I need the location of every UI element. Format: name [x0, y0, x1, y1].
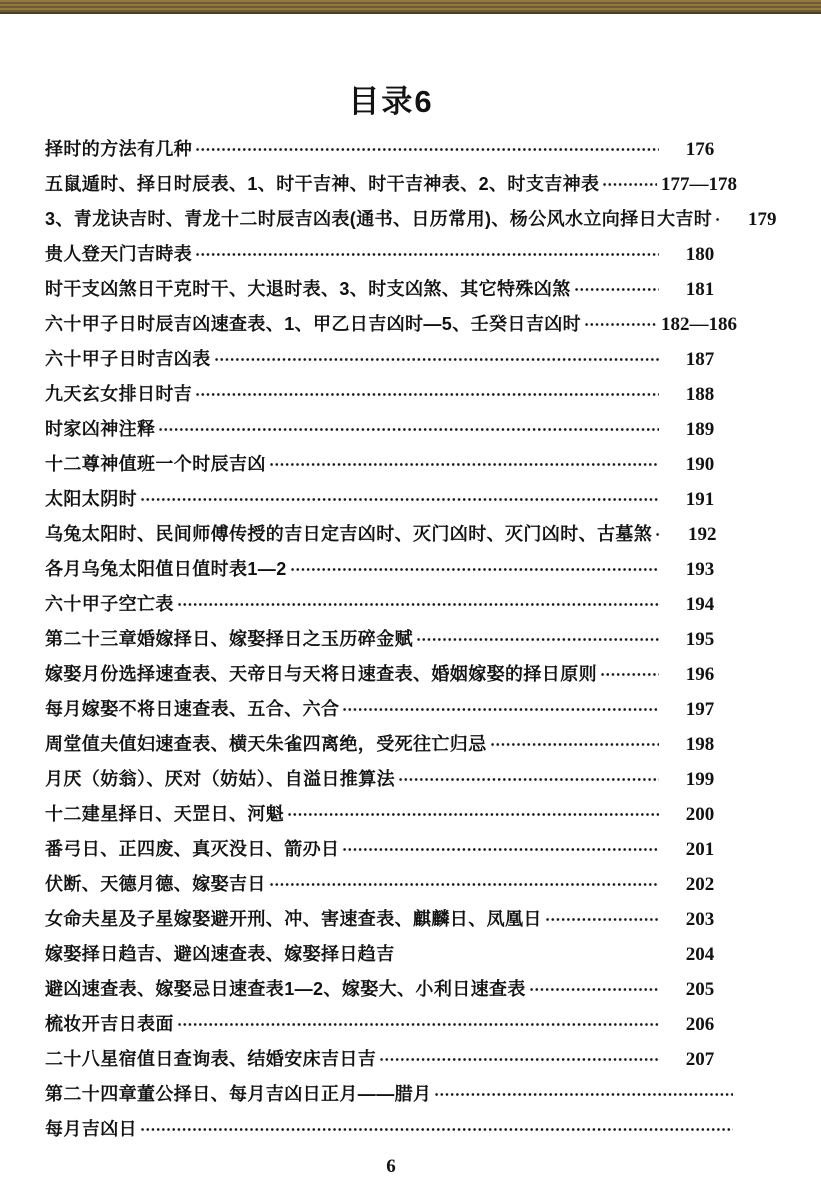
dot-leader	[434, 1082, 733, 1107]
toc-entry-row	[45, 1117, 737, 1142]
toc-entry-row	[45, 347, 737, 372]
page-content	[0, 14, 821, 1178]
dot-leader	[140, 487, 659, 512]
dot-leader	[398, 942, 659, 967]
toc-entry-row	[45, 732, 737, 757]
toc-entry-page-number: 196	[685, 664, 715, 685]
toc-entry-page-number: 177—178	[661, 174, 737, 195]
toc-entry-row	[45, 137, 737, 162]
dot-leader	[584, 312, 657, 337]
dot-leader	[574, 277, 659, 302]
dot-leader	[269, 872, 659, 897]
dot-leader	[177, 592, 659, 617]
toc-entry-page-number: 197	[685, 699, 715, 720]
toc-entry-title: 十二建星择日、天罡日、河魁	[45, 804, 285, 824]
toc-entry-page-number: 200	[685, 804, 715, 825]
toc-entry-page-number: 187	[685, 349, 715, 370]
toc-entry-page-number: 180	[685, 244, 715, 265]
toc-entry-title: 月厌（妨翁）、厌对（妨姑）、自溢日推算法	[45, 769, 395, 789]
dot-leader	[602, 172, 657, 197]
toc-entry-page-number: 189	[685, 419, 715, 440]
dot-leader	[195, 382, 659, 407]
dot-leader	[287, 802, 659, 827]
toc-entry-row	[45, 837, 737, 862]
dot-leader	[158, 417, 659, 442]
toc-entry-row	[45, 242, 737, 267]
toc-entry-title: 九天玄女排日时吉	[45, 384, 193, 404]
toc-entry-title: 梳妆开吉日表面	[45, 1014, 174, 1034]
toc-entry-row	[45, 592, 737, 617]
toc-entry-title: 六十甲子空亡表	[45, 594, 174, 614]
toc-entry-page-number: 204	[685, 944, 715, 965]
toc-entry-title: 番弓日、正四废、真灭没日、箭刅日	[45, 839, 340, 859]
toc-entry-title: 六十甲子日时吉凶表	[45, 349, 211, 369]
toc-entry-title: 时干支凶煞日干克时干、大退时表、3、时支凶煞、其它特殊凶煞	[45, 279, 571, 299]
toc-entry-page-number: 191	[685, 489, 715, 510]
toc-entry-row	[45, 1012, 737, 1037]
footer-page-number: 6	[386, 1156, 396, 1177]
toc-entry-title: 五鼠遁时、择日时辰表、1、时干吉神、时干吉神表、2、时支吉神表	[45, 174, 600, 194]
toc-entry-row	[45, 487, 737, 512]
dot-leader	[195, 242, 659, 267]
toc-entry-row	[45, 977, 737, 1002]
dot-leader	[655, 522, 661, 547]
dot-leader	[290, 557, 659, 582]
toc-entry-title: 嫁娶择日趋吉、避凶速查表、嫁娶择日趋吉	[45, 944, 395, 964]
dot-leader	[545, 907, 659, 932]
toc-entry-row	[45, 312, 737, 337]
toc-entry-row	[45, 627, 737, 652]
toc-entry-page-number: 199	[685, 769, 715, 790]
toc-entry-row	[45, 522, 737, 547]
toc-entry-page-number: 205	[685, 979, 715, 1000]
toc-entry-page-number: 195	[685, 629, 715, 650]
toc-entry-title: 第二十三章婚嫁择日、嫁娶择日之玉历碎金赋	[45, 629, 413, 649]
dot-leader	[177, 1012, 659, 1037]
toc-entry-title: 乌兔太阳时、民间师傅传授的吉日定吉凶时、灭门凶时、灭门凶时、古墓煞	[45, 524, 653, 544]
toc-entry-title: 每月嫁娶不将日速查表、五合、六合	[45, 699, 340, 719]
toc-entry-row	[45, 767, 737, 792]
toc-entry-row	[45, 172, 737, 197]
toc-entry-title: 各月乌兔太阳值日值时表1—2	[45, 559, 287, 579]
toc-entry-row	[45, 802, 737, 827]
dot-leader	[269, 452, 659, 477]
toc-entry-row	[45, 942, 737, 967]
toc-entry-row	[45, 697, 737, 722]
dot-leader	[600, 662, 659, 687]
toc-entry-title: 六十甲子日时辰吉凶速查表、1、甲乙日吉凶时—5、壬癸日吉凶时	[45, 314, 582, 334]
toc-entry-page-number: 201	[685, 839, 715, 860]
toc-entry-row	[45, 907, 737, 932]
toc-entry-title: 贵人登天门吉時表	[45, 244, 193, 264]
toc-entry-title: 择时的方法有几种	[45, 139, 193, 159]
toc-entry-title: 伏断、天德月德、嫁娶吉日	[45, 874, 266, 894]
toc-entry-title: 周堂值夫值妇速查表、横天朱雀四离绝，受死往亡归忌	[45, 734, 487, 754]
toc-entry-row	[45, 1082, 737, 1107]
toc-entry-row	[45, 417, 737, 442]
dot-leader	[195, 137, 659, 162]
dot-leader	[140, 1117, 733, 1142]
toc-entry-page-number: 192	[687, 524, 717, 545]
page-title: 目录6	[348, 84, 434, 119]
toc-entry-page-number: 179	[747, 209, 777, 230]
toc-entry-page-number: 182—186	[661, 314, 737, 335]
toc-entry-title: 避凶速查表、嫁娶忌日速查表1—2、嫁娶大、小利日速查表	[45, 979, 526, 999]
toc-entry-page-number: 194	[685, 594, 715, 615]
toc-entry-title: 每月吉凶日	[45, 1119, 137, 1139]
toc-entry-title: 时家凶神注释	[45, 419, 156, 439]
toc-entry-page-number: 203	[685, 909, 715, 930]
toc-entry-title: 3、青龙诀吉时、青龙十二时辰吉凶表(通书、日历常用)、杨公风水立向择日大吉时	[45, 209, 713, 229]
toc-entry-page-number: 188	[685, 384, 715, 405]
dot-leader	[342, 697, 659, 722]
toc-list	[45, 137, 777, 1142]
toc-entry-title: 嫁娶月份选择速查表、天帝日与天将日速查表、婚姻嫁娶的择日原则	[45, 664, 597, 684]
toc-entry-page-number: 181	[685, 279, 715, 300]
toc-entry-row	[45, 557, 737, 582]
toc-entry-title: 二十八星宿值日查询表、结婚安床吉日吉	[45, 1049, 377, 1069]
dot-leader	[398, 767, 659, 792]
toc-entry-row	[45, 452, 737, 477]
toc-entry-page-number: 198	[685, 734, 715, 755]
dot-leader	[342, 837, 659, 862]
dot-leader	[715, 207, 721, 232]
toc-entry-row	[45, 277, 737, 302]
toc-entry-page-number: 202	[685, 874, 715, 895]
toc-entry-row	[45, 382, 737, 407]
toc-entry-title: 十二尊神值班一个时辰吉凶	[45, 454, 266, 474]
dot-leader	[490, 732, 659, 757]
dot-leader	[529, 977, 659, 1002]
toc-entry-page-number: 193	[685, 559, 715, 580]
toc-entry-page-number: 206	[685, 1014, 715, 1035]
toc-entry-row	[45, 872, 737, 897]
toc-entry-row	[45, 207, 777, 232]
toc-entry-page-number: 190	[685, 454, 715, 475]
toc-entry-page-number: 176	[685, 139, 715, 160]
toc-entry-row	[45, 662, 737, 687]
toc-entry-title: 第二十四章董公择日、每月吉凶日正月——腊月	[45, 1084, 432, 1104]
toc-entry-title: 女命夫星及子星嫁娶避开刑、冲、害速查表、麒麟日、凤凰日	[45, 909, 542, 929]
dot-leader	[416, 627, 659, 652]
dot-leader	[379, 1047, 659, 1072]
dot-leader	[214, 347, 659, 372]
toc-entry-page-number: 207	[685, 1049, 715, 1070]
decorative-top-border	[0, 0, 821, 14]
toc-entry-title: 太阳太阴时	[45, 489, 137, 509]
toc-entry-row	[45, 1047, 737, 1072]
